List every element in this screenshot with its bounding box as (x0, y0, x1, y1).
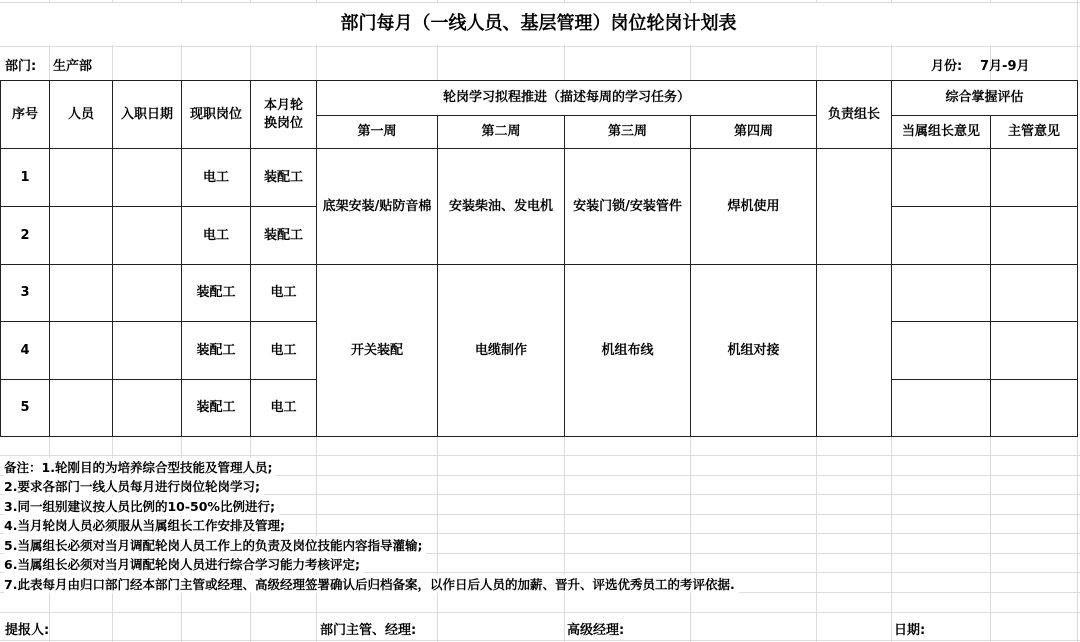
row-rotation-post[interactable]: 电工 (250, 379, 317, 437)
note-line: 4.当月轮岗人员必须服从当属组长工作安排及管理; (4, 516, 289, 534)
row-eval-leader[interactable] (891, 148, 991, 207)
row-eval-leader[interactable] (891, 379, 991, 437)
row-eval-leader[interactable] (891, 264, 991, 322)
page-title: 部门每月（一线人员、基层管理）岗位轮岗计划表 (1, 3, 1076, 45)
header-eval-manager: 主管意见 (990, 115, 1078, 149)
row-person[interactable] (49, 379, 113, 437)
row-seq: 2 (0, 206, 50, 265)
row-rotation-post[interactable]: 电工 (250, 321, 317, 380)
reporter-label: 提报人: (5, 623, 50, 638)
date-label: 日期: (894, 623, 926, 638)
row-seq: 1 (0, 148, 50, 207)
header-plan-group: 轮岗学习拟程推进（描述每周的学习任务） (316, 80, 817, 116)
group1-week2-task[interactable]: 安装柴油、发电机 (437, 148, 565, 265)
header-hire-date: 入职日期 (112, 80, 182, 149)
note-line: 5.当属组长必须对当月调配轮岗人员工作上的负责及岗位技能内容指导灌输; (4, 536, 426, 554)
header-week-2: 第二周 (437, 115, 565, 149)
header-week-3: 第三周 (564, 115, 691, 149)
note-line: 3.同一组别建议按人员比例的10-50%比例进行; (4, 497, 279, 515)
group2-week2-task[interactable]: 电缆制作 (437, 264, 565, 437)
group2-week3-task[interactable]: 机组布线 (564, 264, 691, 437)
group2-leader[interactable] (816, 264, 892, 437)
row-eval-manager[interactable] (990, 379, 1078, 437)
month-value[interactable]: 7月-9月 (980, 59, 1030, 74)
header-leader: 负责组长 (816, 80, 892, 149)
note-line: 6.当属组长必须对当月调配轮岗人员进行综合学习能力考核评定; (4, 555, 364, 573)
row-rotation-post[interactable]: 电工 (250, 264, 317, 322)
group2-week1-task[interactable]: 开关装配 (316, 264, 438, 437)
department-value[interactable]: 生产部 (53, 59, 93, 74)
note-line: 7.此表每月由归口部门经本部门主管或经理、高级经理签署确认后归档备案，以作日后人员的加薪、晋升、评选优秀员工的考评依据. (4, 575, 739, 593)
dept-manager-label: 部门主管、经理: (320, 623, 417, 638)
row-current-post[interactable]: 装配工 (181, 264, 251, 322)
senior-manager-label: 高级经理: (567, 623, 625, 638)
row-current-post[interactable]: 装配工 (181, 321, 251, 380)
row-person[interactable] (49, 148, 113, 207)
row-seq: 3 (0, 264, 50, 322)
row-person[interactable] (49, 264, 113, 322)
row-current-post[interactable]: 电工 (181, 148, 251, 207)
row-hire-date[interactable] (112, 148, 182, 207)
row-hire-date[interactable] (112, 264, 182, 322)
row-eval-manager[interactable] (990, 321, 1078, 380)
group1-week1-task[interactable]: 底架安装/贴防音棉 (316, 148, 438, 265)
note-line: 2.要求各部门一线人员每月进行岗位轮岗学习; (4, 477, 264, 495)
month-label: 月份: (931, 59, 963, 74)
row-eval-leader[interactable] (891, 206, 991, 265)
row-rotation-post[interactable]: 装配工 (250, 206, 317, 265)
note-line: 备注：1.轮刚目的为培养综合型技能及管理人员; (4, 458, 276, 476)
group1-week4-task[interactable]: 焊机使用 (690, 148, 817, 265)
header-week-4: 第四周 (690, 115, 817, 149)
row-hire-date[interactable] (112, 321, 182, 380)
row-current-post[interactable]: 装配工 (181, 379, 251, 437)
row-hire-date[interactable] (112, 379, 182, 437)
row-eval-leader[interactable] (891, 321, 991, 380)
row-rotation-post[interactable]: 装配工 (250, 148, 317, 207)
row-eval-manager[interactable] (990, 206, 1078, 265)
row-seq: 5 (0, 379, 50, 437)
header-week-1: 第一周 (316, 115, 438, 149)
header-eval-leader: 当属组长意见 (891, 115, 991, 149)
department-label: 部门: (5, 59, 37, 74)
row-eval-manager[interactable] (990, 264, 1078, 322)
header-eval-group: 综合掌握评估 (891, 80, 1078, 116)
row-eval-manager[interactable] (990, 148, 1078, 207)
header-current-post: 现职岗位 (181, 80, 251, 149)
row-seq: 4 (0, 321, 50, 380)
row-current-post[interactable]: 电工 (181, 206, 251, 265)
row-hire-date[interactable] (112, 206, 182, 265)
group2-week4-task[interactable]: 机组对接 (690, 264, 817, 437)
group1-week3-task[interactable]: 安装门锁/安装管件 (564, 148, 691, 265)
row-person[interactable] (49, 321, 113, 380)
row-person[interactable] (49, 206, 113, 265)
header-rotation-post: 本月轮换岗位 (250, 80, 317, 149)
header-person: 人员 (49, 80, 113, 149)
header-seq: 序号 (0, 80, 50, 149)
group1-leader[interactable] (816, 148, 892, 265)
